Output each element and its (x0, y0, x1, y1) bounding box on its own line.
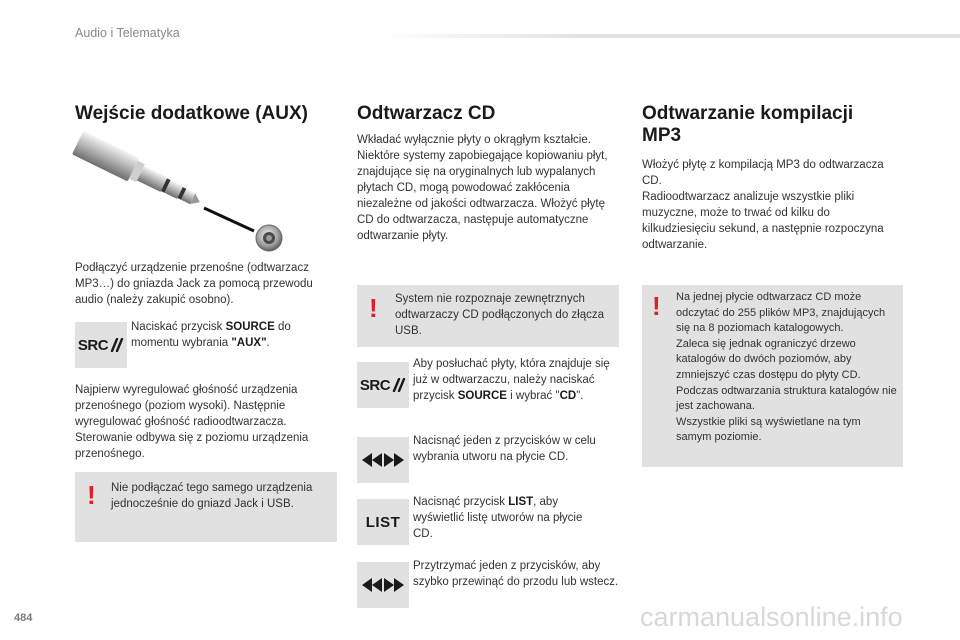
aux-intro: Podłączyć urządzenie przenośne (odtwarzacz MP3…) do gniazda Jack za pomocą przewodu audio (należy zakupić osobno). (75, 262, 313, 306)
mp3-intro: Włożyć płytę z kompilacją MP3 do odtwarzacza CD. Radioodtwarzacz analizuje wszystkie pliki muzyczne, może to trwać od kilku do kilkudziesięciu sekund, a następnie rozpoczyna odtwarzanie. (642, 159, 884, 251)
cd-step-track: Nacisnąć jeden z przycisków w celu wybrania utworu na płycie CD. (413, 435, 596, 463)
cd-heading: Odtwarzacz CD (357, 103, 496, 124)
cd-warning-text: System nie rozpoznaje zewnętrznych odtwarzaczy CD podłączonych do złącza USB. (395, 293, 605, 337)
cd-step-fast-forward: Przytrzymać jeden z przycisków, aby szybko przewinąć do przodu lub wstecz. (413, 560, 619, 588)
list-button-icon: LIST (357, 499, 409, 545)
watermark: carmanualsonline.info (640, 602, 903, 632)
mp3-warning-text: Na jednej płycie odtwarzacz CD może odczytać do 255 plików MP3, znajdujących się na 8 poziomach katalogowych. Zaleca się jednak ograniczyć drzewo katalogów do dwóch poziomów, aby zmniejszyć czas dostępu do płyty CD. Podczas odtwarzania struktura katalogów nie jest zachowana. Wszystkie pliki są wyświetlane na tym samym poziomie. (676, 291, 897, 444)
aux-heading: Wejście dodatkowe (AUX) (75, 103, 308, 124)
cd-step-source: Aby posłuchać płyty, która znajduje się już w odtwarzaczu, należy naciskać przycisk SOURCE i wybrać "CD". (413, 358, 610, 402)
cd-warning-note (357, 285, 619, 347)
aux-warning-text: Nie podłączać tego samego urządzenia jednocześnie do gniazd Jack i USB. (111, 482, 313, 510)
src-button-icon: SRC (75, 322, 127, 368)
mp3-heading: Odtwarzanie kompilacji MP3 (642, 103, 854, 146)
exclamation-icon: ! (369, 293, 378, 323)
jack-plug-icon (72, 128, 297, 256)
cd-step-list: Nacisnąć przycisk LIST, aby wyświetlić listę utworów na płycie CD. (413, 496, 583, 540)
exclamation-icon: ! (652, 291, 661, 321)
src-button-icon: SRC (357, 362, 409, 408)
exclamation-icon: ! (87, 480, 96, 510)
seek-buttons-icon (357, 562, 409, 608)
page-number: 484 (14, 612, 33, 624)
header-rule (380, 34, 960, 38)
aux-source-step: Naciskać przycisk SOURCE do momentu wybrania "AUX". (131, 321, 291, 349)
cd-intro: Wkładać wyłącznie płyty o okrągłym kształcie. Niektóre systemy zapobiegające kopiowaniu płyt, znajdujące się na oryginalnych lub wypalanych płytach CD, mogą powodować zakłócenia niezależne od jakości odtwarzacza. Włożyć płytę CD do odtwarzacza, następuje automatyczne odtwarzanie płyty. (357, 134, 608, 242)
seek-buttons-icon (357, 437, 409, 483)
aux-volume-text: Najpierw wyregulować głośność urządzenia przenośnego (poziom wysoki). Następnie wyregulować głośność radioodtwarzacza. Sterowanie odbywa się z poziomu urządzenia przenośnego. (75, 384, 309, 460)
mp3-warning-note (642, 285, 903, 467)
aux-warning-note (75, 472, 337, 542)
page-header-title: Audio i Telematyka (75, 26, 180, 40)
